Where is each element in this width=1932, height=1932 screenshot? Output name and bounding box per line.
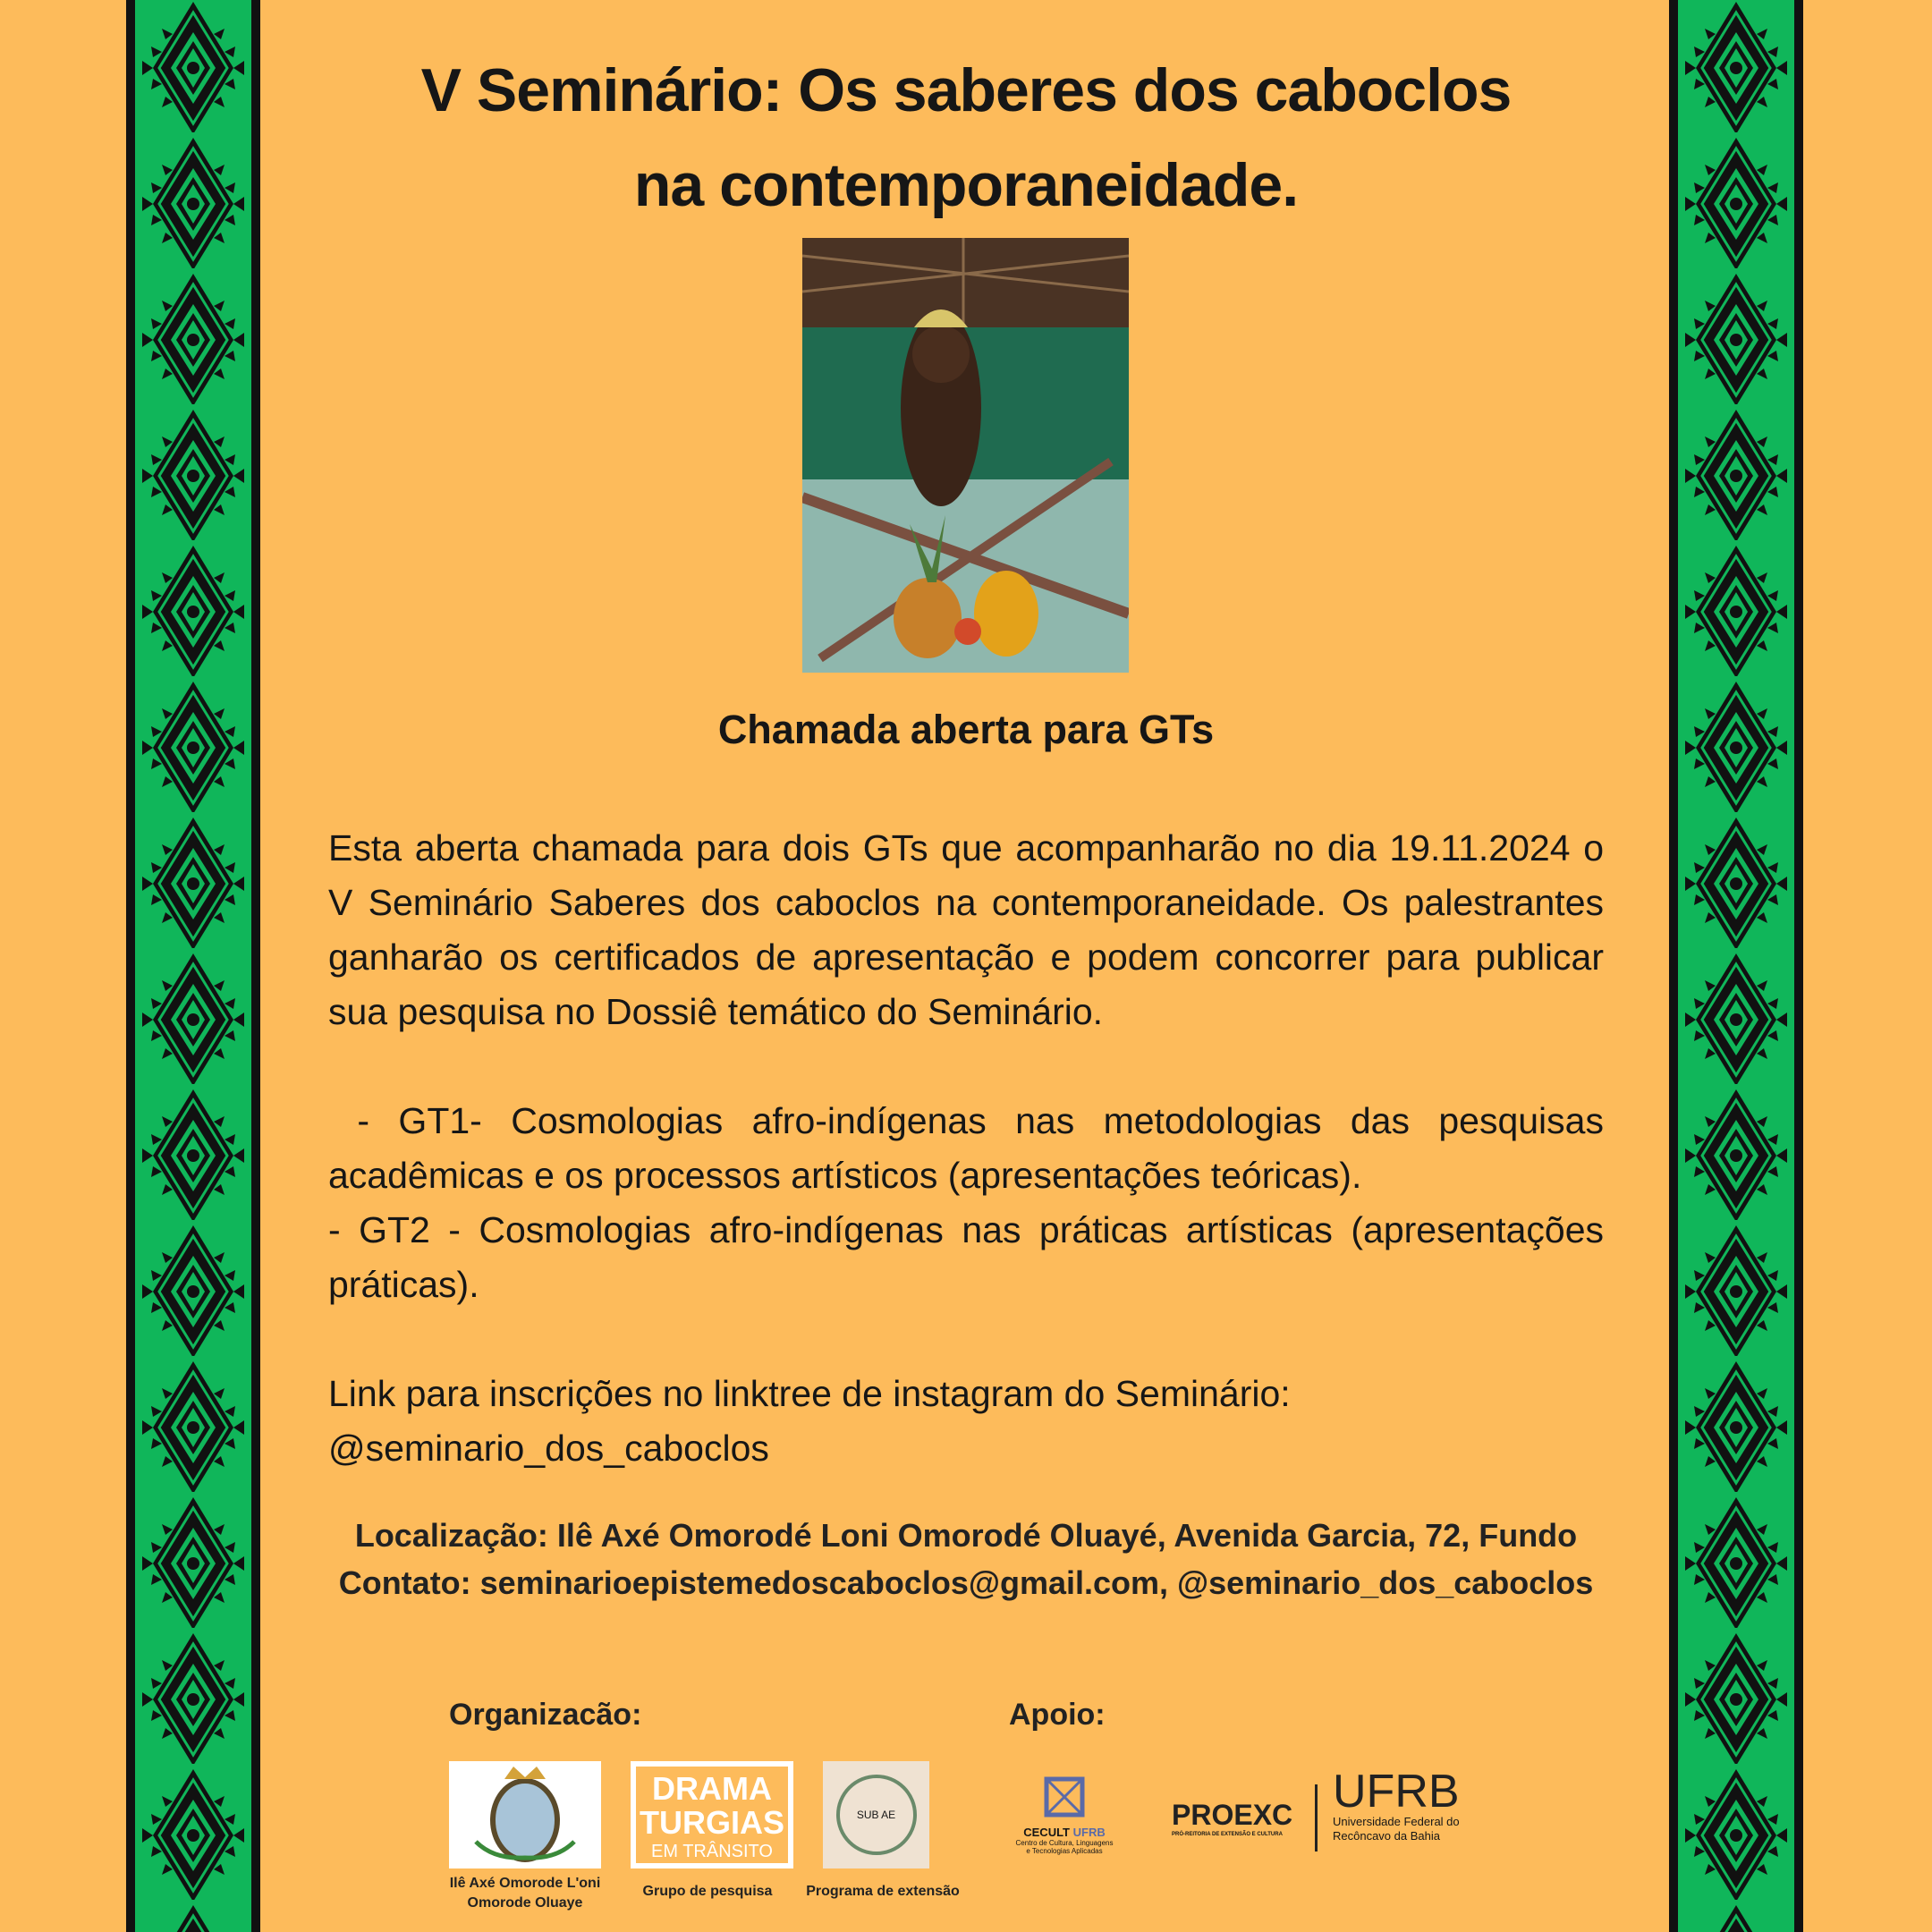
support-label: Apoio: <box>1009 1698 1106 1732</box>
intro-text: Esta aberta chamada para dois GTs que acompanharão no dia 19.11.2024 o V Seminário Saberes dos caboclos na contemporaneidade. Os palestrantes ganharão os certificados de apresentação e podem concorrer para publicar sua pesquisa no Dossiê temático do Seminário. <box>328 827 1604 1032</box>
logo-text: PRÓ-REITORIA DE EXTENSÃO E CULTURA <box>1172 1832 1283 1837</box>
logo-text: CECULT <box>1023 1826 1071 1839</box>
subae-logo <box>823 1761 929 1868</box>
logo-text: TURGIAS <box>640 1804 784 1841</box>
location-text: Localização: Ilê Axé Omorodé Loni Omorodé Oluayé, Avenida Garcia, 72, Fundo <box>354 1517 1578 1554</box>
page-title <box>268 43 1664 233</box>
intro-paragraph <box>328 821 1604 1039</box>
cecult-logo <box>1006 1761 1123 1868</box>
logo-text: UFRB <box>1333 1766 1460 1818</box>
caboclo-statue-photo <box>802 238 1129 673</box>
title-line-1: V Seminário: Os saberes dos caboclos <box>420 56 1512 124</box>
subae-caption: Programa de extensão <box>806 1884 960 1899</box>
registration-info <box>328 1367 1604 1476</box>
tribal-pattern-icon <box>126 0 260 1932</box>
ile-axe-caption: Ilê Axé Omorode L'oni Omorode Oluaye <box>449 1876 601 1911</box>
section-heading: Chamada aberta para GTs <box>717 707 1215 752</box>
gt-list <box>328 1094 1614 1312</box>
instagram-handle[interactable]: @seminario_dos_caboclos <box>328 1428 769 1469</box>
tribal-pattern-icon <box>1669 0 1803 1932</box>
logo-text: PROEXC <box>1172 1799 1293 1831</box>
gt2-item: - GT2 - Cosmologias afro-indígenas nas práticas artísticas (apresentações práticas). <box>328 1209 1604 1305</box>
logo-text: e Tecnologias Aplicadas <box>1026 1847 1103 1855</box>
gt1-item: - GT1- Cosmologias afro-indígenas nas metodologias das pesquisas acadêmicas e os processos artísticos (apresentações teóricas). <box>328 1100 1614 1196</box>
logo-text: SUB AE <box>836 1775 917 1855</box>
registration-text: Link para inscrições no linktree de instagram do Seminário: <box>328 1373 1291 1414</box>
dramaturgias-caption: Grupo de pesquisa <box>642 1884 773 1899</box>
organization-label: Organizacão: <box>449 1698 642 1732</box>
logo-text: EM TRÂNSITO <box>651 1842 773 1861</box>
title-line-2: na contemporaneidade. <box>633 151 1299 219</box>
logo-text: Recôncavo da Bahia <box>1333 1829 1440 1843</box>
logo-text: Universidade Federal do <box>1333 1815 1460 1828</box>
photo-illustration <box>802 238 1129 673</box>
logo-text: UFRB <box>1072 1826 1106 1839</box>
proexc-logo <box>1172 1761 1306 1868</box>
left-decorative-border <box>126 0 260 1932</box>
contact-text: Contato: seminarioepistemedoscaboclos@gmail.com, @seminario_dos_caboclos <box>338 1564 1594 1601</box>
ile-axe-logo <box>449 1761 601 1868</box>
right-decorative-border <box>1669 0 1803 1932</box>
logo-text: DRAMA <box>652 1770 772 1807</box>
logo-text: Centro de Cultura, Linguagens <box>1015 1839 1114 1847</box>
main-content <box>328 821 1614 1606</box>
dramaturgias-logo <box>631 1761 793 1868</box>
logo-divider <box>1315 1784 1318 1852</box>
ufrb-logo <box>1333 1761 1476 1868</box>
